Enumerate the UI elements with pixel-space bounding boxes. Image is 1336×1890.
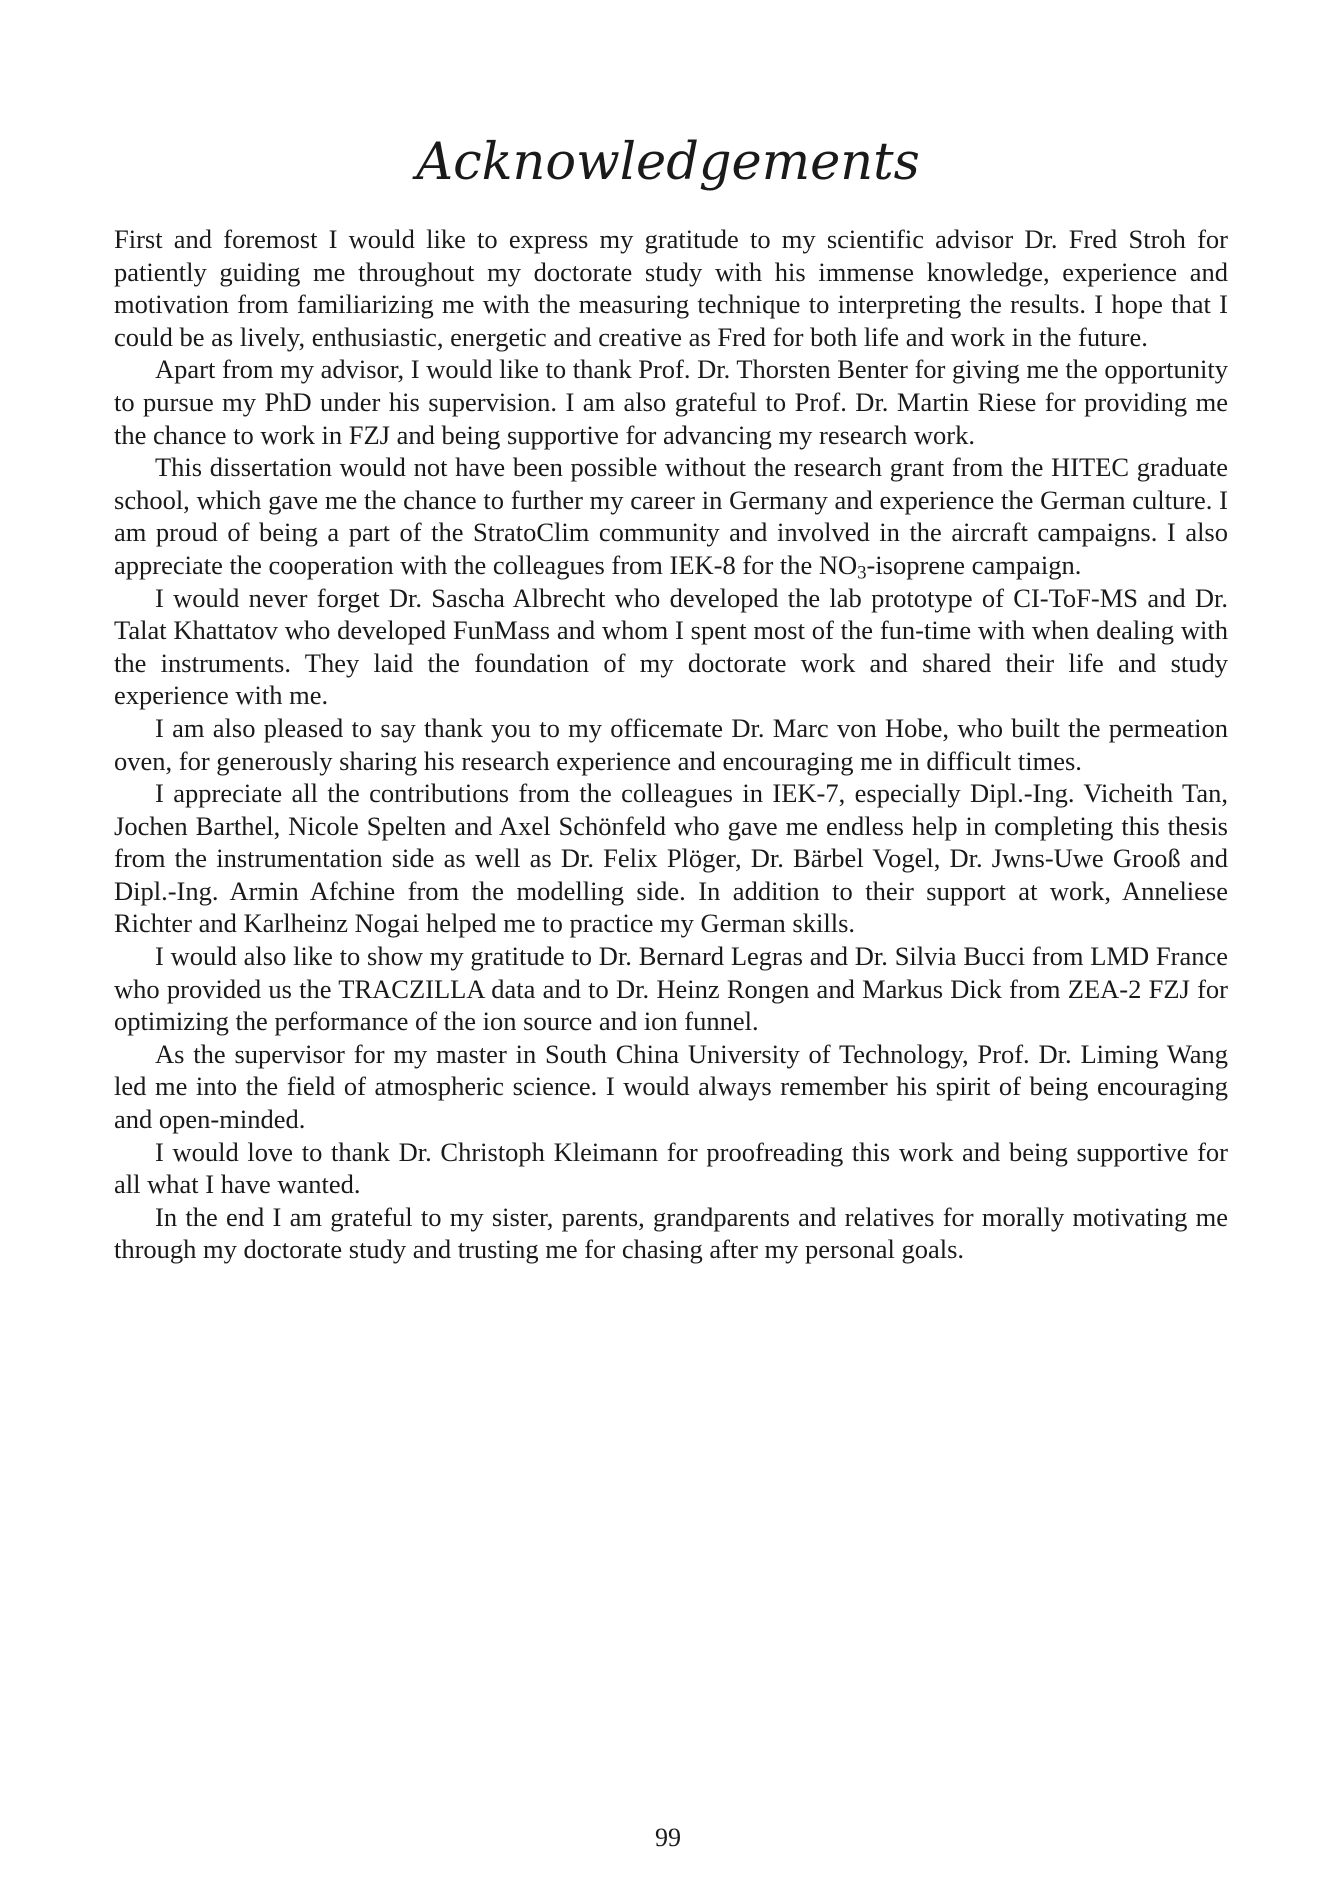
paragraph-supervisors: Apart from my advisor, I would like to thank Prof. Dr. Thorsten Benter for giving me the opportunity to pursue my PhD under his supervision. I am also grateful to Prof. Dr. Martin Riese for providing me the chance to work in FZJ and being supportive for advancing my research work. xyxy=(114,354,1228,450)
subscript-3: 3 xyxy=(857,562,867,584)
paragraph-officemate: I am also pleased to say thank you to my officemate Dr. Marc von Hobe, who built the permeation oven, for generously sharing his research experience and encouraging me in difficult times. xyxy=(114,712,1228,776)
paragraph-funding xyxy=(114,451,1228,584)
paragraph-master-supervisor: As the supervisor for my master in South China University of Technology, Prof. Dr. Liming Wang led me into the field of atmospheric science. I would always remember his spirit of being encouraging and open-minded. xyxy=(114,1038,1228,1135)
page-title: Acknowledgements xyxy=(416,133,920,192)
paragraph-proofreader: I would love to thank Dr. Christoph Kleimann for proofreading this work and being supportive for all what I have wanted. xyxy=(114,1136,1228,1200)
paragraph-instrument-developers: I would never forget Dr. Sascha Albrecht who developed the lab prototype of CI-ToF-MS and Dr. Talat Khattatov who developed FunMass and whom I spent most of the fun-time with when dealing with the instruments. They laid the foundation of my doctorate work and shared their life and study experience with me. xyxy=(114,582,1228,711)
paragraph-colleagues: I appreciate all the contributions from the colleagues in IEK-7, especially Dipl.-Ing. Vicheith Tan, Jochen Barthel, Nicole Spelten and Axel Schönfeld who gave me endless help in completing this thesis from the instrumentation side as well as Dr. Felix Plöger, Dr. Bärbel Vogel, Dr. Jwns-Uwe Grooß and Dipl.-Ing. Armin Afchine from the modelling side. In addition to their support at work, Anneliese Richter and Karlheinz Nogai helped me to practice my German skills. xyxy=(114,778,1228,939)
paragraph-family: In the end I am grateful to my sister, parents, grandparents and relatives for morally motivating me through my doctorate study and trusting me for chasing after my personal goals. xyxy=(114,1201,1228,1265)
paragraph-external-collaborators: I would also like to show my gratitude to Dr. Bernard Legras and Dr. Silvia Bucci from LMD France who provided us the TRACZILLA data and to Dr. Heinz Rongen and Markus Dick from ZEA-2 FZJ for optimizing the performance of the ion source and ion funnel. xyxy=(114,941,1228,1037)
paragraph-funding-tail: -isoprene campaign. xyxy=(866,549,1082,580)
page-number: 99 xyxy=(655,1823,681,1852)
body-text xyxy=(114,223,1228,1266)
paragraph-advisor: First and foremost I would like to express my gratitude to my scientific advisor Dr. Fred Stroh for patiently guiding me throughout my doctorate study with his immense knowledge, experience and motivation from familiarizing me with the measuring technique to interpreting the results. I hope that I could be as lively, enthusiastic, energetic and creative as Fred for both life and work in the future. xyxy=(114,224,1228,352)
paragraph-funding-text: This dissertation would not have been possible without the research grant from the HITEC graduate school, which gave me the chance to further my career in Germany and experience the German culture. I am proud of being a part of the StratoClim community and involved in the aircraft campaigns. I also appreciate the cooperation with the colleagues from IEK-8 for the NO xyxy=(114,452,1228,580)
